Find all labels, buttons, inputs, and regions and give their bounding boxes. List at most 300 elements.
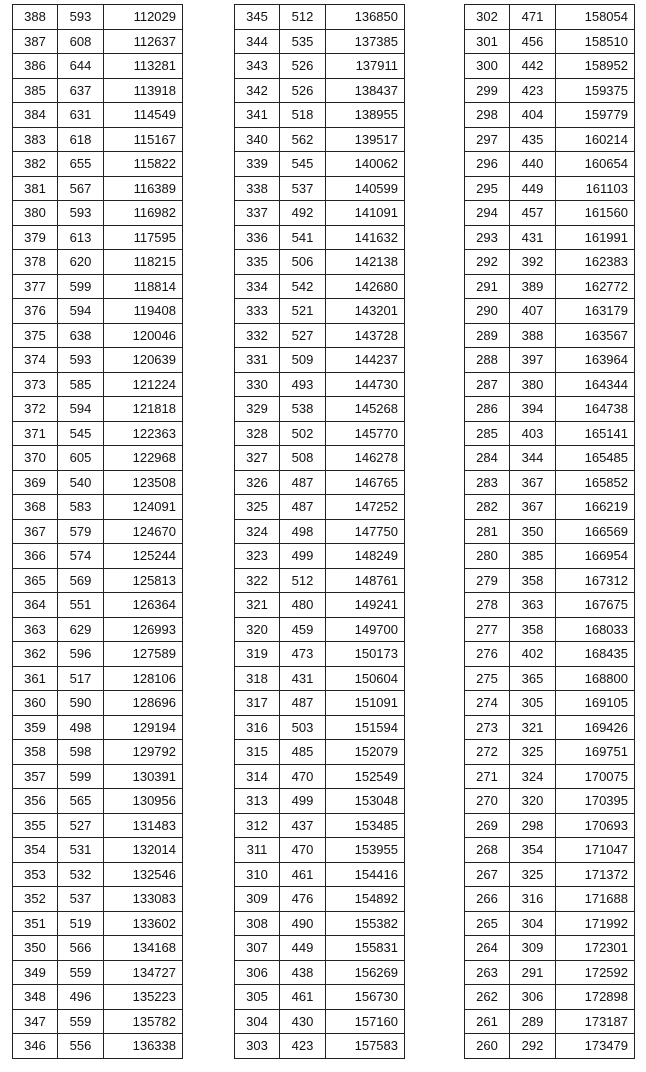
- table-row: [235, 1009, 405, 1034]
- score-cell: 315: [235, 740, 280, 765]
- cumulative-cell: 115167: [104, 127, 183, 152]
- table-row: [465, 519, 635, 544]
- table-row: [235, 715, 405, 740]
- table-row: [235, 323, 405, 348]
- count-cell: 608: [58, 29, 104, 54]
- score-cell: 283: [465, 470, 510, 495]
- table-row: [465, 54, 635, 79]
- score-cell: 327: [235, 446, 280, 471]
- table-row: [465, 568, 635, 593]
- score-cell: 362: [13, 642, 58, 667]
- table-row: [465, 617, 635, 642]
- score-cell: 365: [13, 568, 58, 593]
- count-cell: 358: [510, 568, 556, 593]
- score-cell: 284: [465, 446, 510, 471]
- count-cell: 430: [280, 1009, 326, 1034]
- count-cell: 535: [280, 29, 326, 54]
- score-cell: 341: [235, 103, 280, 128]
- count-cell: 459: [280, 617, 326, 642]
- count-cell: 367: [510, 495, 556, 520]
- cumulative-cell: 116982: [104, 201, 183, 226]
- count-cell: 583: [58, 495, 104, 520]
- table-row: [465, 691, 635, 716]
- table-row: [465, 446, 635, 471]
- table-row: [13, 960, 183, 985]
- cumulative-cell: 167312: [556, 568, 635, 593]
- cumulative-cell: 146765: [326, 470, 405, 495]
- count-cell: 485: [280, 740, 326, 765]
- table-row: [235, 911, 405, 936]
- score-cell: 332: [235, 323, 280, 348]
- count-cell: 321: [510, 715, 556, 740]
- score-cell: 321: [235, 593, 280, 618]
- score-cell: 280: [465, 544, 510, 569]
- count-cell: 435: [510, 127, 556, 152]
- cumulative-cell: 166569: [556, 519, 635, 544]
- table-row: [13, 1009, 183, 1034]
- cumulative-cell: 168435: [556, 642, 635, 667]
- count-cell: 397: [510, 348, 556, 373]
- cumulative-cell: 141091: [326, 201, 405, 226]
- count-cell: 438: [280, 960, 326, 985]
- count-cell: 545: [280, 152, 326, 177]
- cumulative-cell: 171372: [556, 862, 635, 887]
- table-row: [13, 789, 183, 814]
- score-cell: 350: [13, 936, 58, 961]
- score-cell: 385: [13, 78, 58, 103]
- score-cell: 384: [13, 103, 58, 128]
- count-cell: 394: [510, 397, 556, 422]
- table-row: [13, 446, 183, 471]
- table-row: [465, 250, 635, 275]
- cumulative-cell: 129194: [104, 715, 183, 740]
- score-cell: 372: [13, 397, 58, 422]
- score-cell: 364: [13, 593, 58, 618]
- cumulative-cell: 156269: [326, 960, 405, 985]
- count-cell: 440: [510, 152, 556, 177]
- table-row: [465, 838, 635, 863]
- score-cell: 382: [13, 152, 58, 177]
- table-row: [465, 5, 635, 30]
- score-cell: 281: [465, 519, 510, 544]
- cumulative-cell: 122363: [104, 421, 183, 446]
- table-row: [235, 936, 405, 961]
- cumulative-cell: 130956: [104, 789, 183, 814]
- table-row: [235, 5, 405, 30]
- table-row: [13, 568, 183, 593]
- score-cell: 302: [465, 5, 510, 30]
- table-row: [13, 152, 183, 177]
- table-row: [465, 789, 635, 814]
- table-row: [235, 813, 405, 838]
- score-cell: 333: [235, 299, 280, 324]
- score-cell: 290: [465, 299, 510, 324]
- count-cell: 593: [58, 348, 104, 373]
- cumulative-cell: 163567: [556, 323, 635, 348]
- score-cell: 318: [235, 666, 280, 691]
- score-cell: 334: [235, 274, 280, 299]
- cumulative-cell: 163179: [556, 299, 635, 324]
- cumulative-cell: 134168: [104, 936, 183, 961]
- table-row: [13, 544, 183, 569]
- table-row: [465, 397, 635, 422]
- cumulative-cell: 157160: [326, 1009, 405, 1034]
- cumulative-cell: 144237: [326, 348, 405, 373]
- count-cell: 473: [280, 642, 326, 667]
- count-cell: 480: [280, 593, 326, 618]
- score-cell: 260: [465, 1034, 510, 1059]
- cumulative-cell: 135223: [104, 985, 183, 1010]
- cumulative-cell: 125813: [104, 568, 183, 593]
- score-cell: 377: [13, 274, 58, 299]
- score-cell: 370: [13, 446, 58, 471]
- score-cell: 312: [235, 813, 280, 838]
- count-cell: 389: [510, 274, 556, 299]
- cumulative-cell: 161103: [556, 176, 635, 201]
- cumulative-cell: 152079: [326, 740, 405, 765]
- count-cell: 324: [510, 764, 556, 789]
- cumulative-cell: 168800: [556, 666, 635, 691]
- cumulative-cell: 131483: [104, 813, 183, 838]
- table-row: [13, 813, 183, 838]
- cumulative-cell: 140062: [326, 152, 405, 177]
- table-row: [235, 544, 405, 569]
- table-row: [465, 1034, 635, 1059]
- table-row: [13, 617, 183, 642]
- cumulative-cell: 129792: [104, 740, 183, 765]
- table-row: [465, 29, 635, 54]
- count-cell: 457: [510, 201, 556, 226]
- count-cell: 402: [510, 642, 556, 667]
- table-row: [13, 299, 183, 324]
- score-table-column-2: [234, 4, 405, 1059]
- score-cell: 343: [235, 54, 280, 79]
- score-cell: 297: [465, 127, 510, 152]
- score-cell: 299: [465, 78, 510, 103]
- count-cell: 470: [280, 764, 326, 789]
- score-cell: 263: [465, 960, 510, 985]
- score-cell: 380: [13, 201, 58, 226]
- cumulative-cell: 126993: [104, 617, 183, 642]
- table-row: [465, 666, 635, 691]
- table-row: [235, 838, 405, 863]
- count-cell: 423: [510, 78, 556, 103]
- cumulative-cell: 138955: [326, 103, 405, 128]
- table-row: [465, 936, 635, 961]
- count-cell: 638: [58, 323, 104, 348]
- count-cell: 512: [280, 568, 326, 593]
- table-row: [235, 29, 405, 54]
- score-cell: 369: [13, 470, 58, 495]
- cumulative-cell: 167675: [556, 593, 635, 618]
- count-cell: 298: [510, 813, 556, 838]
- table-row: [235, 568, 405, 593]
- table-row: [13, 838, 183, 863]
- score-cell: 348: [13, 985, 58, 1010]
- score-cell: 317: [235, 691, 280, 716]
- score-cell: 368: [13, 495, 58, 520]
- score-cell: 345: [235, 5, 280, 30]
- cumulative-cell: 139517: [326, 127, 405, 152]
- table-row: [13, 593, 183, 618]
- cumulative-cell: 153048: [326, 789, 405, 814]
- table-row: [13, 54, 183, 79]
- score-cell: 277: [465, 617, 510, 642]
- score-cell: 319: [235, 642, 280, 667]
- cumulative-cell: 152549: [326, 764, 405, 789]
- count-cell: 532: [58, 862, 104, 887]
- score-cell: 278: [465, 593, 510, 618]
- cumulative-cell: 149700: [326, 617, 405, 642]
- table-row: [235, 446, 405, 471]
- score-cell: 311: [235, 838, 280, 863]
- count-cell: 492: [280, 201, 326, 226]
- count-cell: 542: [280, 274, 326, 299]
- cumulative-cell: 172301: [556, 936, 635, 961]
- score-cell: 295: [465, 176, 510, 201]
- cumulative-cell: 130391: [104, 764, 183, 789]
- count-cell: 562: [280, 127, 326, 152]
- score-cell: 301: [465, 29, 510, 54]
- cumulative-cell: 169426: [556, 715, 635, 740]
- count-cell: 559: [58, 960, 104, 985]
- score-cell: 347: [13, 1009, 58, 1034]
- score-cell: 310: [235, 862, 280, 887]
- cumulative-cell: 141632: [326, 225, 405, 250]
- table-row: [13, 911, 183, 936]
- cumulative-cell: 148761: [326, 568, 405, 593]
- cumulative-cell: 173187: [556, 1009, 635, 1034]
- table-row: [465, 78, 635, 103]
- count-cell: 541: [280, 225, 326, 250]
- score-table-column-3: [464, 4, 635, 1059]
- count-cell: 594: [58, 299, 104, 324]
- count-cell: 551: [58, 593, 104, 618]
- score-cell: 373: [13, 372, 58, 397]
- cumulative-cell: 147252: [326, 495, 405, 520]
- cumulative-cell: 172898: [556, 985, 635, 1010]
- cumulative-cell: 115822: [104, 152, 183, 177]
- cumulative-cell: 112637: [104, 29, 183, 54]
- count-cell: 385: [510, 544, 556, 569]
- table-row: [235, 78, 405, 103]
- cumulative-cell: 136850: [326, 5, 405, 30]
- cumulative-cell: 166954: [556, 544, 635, 569]
- score-cell: 308: [235, 911, 280, 936]
- table-body: [465, 5, 635, 1059]
- cumulative-cell: 156730: [326, 985, 405, 1010]
- score-cell: 286: [465, 397, 510, 422]
- count-cell: 521: [280, 299, 326, 324]
- cumulative-cell: 153955: [326, 838, 405, 863]
- score-cell: 360: [13, 691, 58, 716]
- table-row: [13, 985, 183, 1010]
- score-cell: 340: [235, 127, 280, 152]
- count-cell: 476: [280, 887, 326, 912]
- count-cell: 304: [510, 911, 556, 936]
- table-row: [13, 323, 183, 348]
- cumulative-cell: 147750: [326, 519, 405, 544]
- cumulative-cell: 143728: [326, 323, 405, 348]
- count-cell: 629: [58, 617, 104, 642]
- cumulative-cell: 158952: [556, 54, 635, 79]
- score-cell: 330: [235, 372, 280, 397]
- table-row: [235, 1034, 405, 1059]
- count-cell: 289: [510, 1009, 556, 1034]
- count-cell: 655: [58, 152, 104, 177]
- score-cell: 304: [235, 1009, 280, 1034]
- count-cell: 540: [58, 470, 104, 495]
- count-cell: 291: [510, 960, 556, 985]
- count-cell: 508: [280, 446, 326, 471]
- count-cell: 388: [510, 323, 556, 348]
- table-row: [465, 225, 635, 250]
- table-row: [465, 323, 635, 348]
- score-cell: 293: [465, 225, 510, 250]
- count-cell: 431: [280, 666, 326, 691]
- score-cell: 381: [13, 176, 58, 201]
- score-cell: 287: [465, 372, 510, 397]
- table-row: [235, 54, 405, 79]
- table-row: [13, 691, 183, 716]
- score-cell: 383: [13, 127, 58, 152]
- score-cell: 265: [465, 911, 510, 936]
- table-row: [465, 740, 635, 765]
- count-cell: 527: [280, 323, 326, 348]
- count-cell: 503: [280, 715, 326, 740]
- table-body: [235, 5, 405, 1059]
- cumulative-cell: 151594: [326, 715, 405, 740]
- count-cell: 358: [510, 617, 556, 642]
- table-row: [13, 764, 183, 789]
- table-row: [235, 691, 405, 716]
- cumulative-cell: 157583: [326, 1034, 405, 1059]
- count-cell: 644: [58, 54, 104, 79]
- count-cell: 537: [280, 176, 326, 201]
- score-cell: 378: [13, 250, 58, 275]
- cumulative-cell: 169105: [556, 691, 635, 716]
- score-cell: 325: [235, 495, 280, 520]
- table-row: [235, 152, 405, 177]
- score-cell: 355: [13, 813, 58, 838]
- score-cell: 285: [465, 421, 510, 446]
- count-cell: 598: [58, 740, 104, 765]
- cumulative-cell: 146278: [326, 446, 405, 471]
- count-cell: 367: [510, 470, 556, 495]
- count-cell: 594: [58, 397, 104, 422]
- table-row: [235, 642, 405, 667]
- cumulative-cell: 162772: [556, 274, 635, 299]
- table-row: [235, 519, 405, 544]
- count-cell: 531: [58, 838, 104, 863]
- table-row: [235, 397, 405, 422]
- score-cell: 264: [465, 936, 510, 961]
- table-row: [13, 470, 183, 495]
- score-cell: 354: [13, 838, 58, 863]
- cumulative-cell: 138437: [326, 78, 405, 103]
- count-cell: 599: [58, 764, 104, 789]
- cumulative-cell: 170075: [556, 764, 635, 789]
- score-cell: 266: [465, 887, 510, 912]
- score-cell: 314: [235, 764, 280, 789]
- table-row: [235, 372, 405, 397]
- cumulative-cell: 173479: [556, 1034, 635, 1059]
- count-cell: 618: [58, 127, 104, 152]
- cumulative-cell: 128696: [104, 691, 183, 716]
- table-row: [13, 5, 183, 30]
- cumulative-cell: 154416: [326, 862, 405, 887]
- count-cell: 574: [58, 544, 104, 569]
- table-row: [13, 936, 183, 961]
- count-cell: 590: [58, 691, 104, 716]
- score-cell: 261: [465, 1009, 510, 1034]
- table-row: [13, 421, 183, 446]
- score-cell: 342: [235, 78, 280, 103]
- count-cell: 579: [58, 519, 104, 544]
- count-cell: 593: [58, 5, 104, 30]
- count-cell: 569: [58, 568, 104, 593]
- table-row: [465, 274, 635, 299]
- score-cell: 271: [465, 764, 510, 789]
- table-row: [13, 250, 183, 275]
- count-cell: 512: [280, 5, 326, 30]
- count-cell: 567: [58, 176, 104, 201]
- table-row: [235, 740, 405, 765]
- cumulative-cell: 132546: [104, 862, 183, 887]
- table-row: [13, 887, 183, 912]
- cumulative-cell: 140599: [326, 176, 405, 201]
- table-row: [13, 519, 183, 544]
- cumulative-cell: 120046: [104, 323, 183, 348]
- cumulative-cell: 142680: [326, 274, 405, 299]
- cumulative-cell: 165852: [556, 470, 635, 495]
- table-row: [13, 666, 183, 691]
- score-cell: 328: [235, 421, 280, 446]
- cumulative-cell: 159779: [556, 103, 635, 128]
- score-cell: 305: [235, 985, 280, 1010]
- cumulative-cell: 165141: [556, 421, 635, 446]
- score-table-column-1: [12, 4, 183, 1059]
- count-cell: 545: [58, 421, 104, 446]
- table-row: [235, 666, 405, 691]
- cumulative-cell: 166219: [556, 495, 635, 520]
- table-row: [235, 593, 405, 618]
- count-cell: 471: [510, 5, 556, 30]
- cumulative-cell: 121224: [104, 372, 183, 397]
- table-row: [13, 495, 183, 520]
- table-row: [13, 127, 183, 152]
- cumulative-cell: 132014: [104, 838, 183, 863]
- table-row: [235, 421, 405, 446]
- table-row: [13, 372, 183, 397]
- score-cell: 358: [13, 740, 58, 765]
- count-cell: 490: [280, 911, 326, 936]
- table-row: [13, 176, 183, 201]
- cumulative-cell: 161560: [556, 201, 635, 226]
- score-cell: 320: [235, 617, 280, 642]
- cumulative-cell: 120639: [104, 348, 183, 373]
- cumulative-cell: 158510: [556, 29, 635, 54]
- count-cell: 498: [58, 715, 104, 740]
- score-cell: 326: [235, 470, 280, 495]
- count-cell: 449: [510, 176, 556, 201]
- score-cell: 366: [13, 544, 58, 569]
- cumulative-cell: 172592: [556, 960, 635, 985]
- table-row: [465, 152, 635, 177]
- score-cell: 291: [465, 274, 510, 299]
- count-cell: 493: [280, 372, 326, 397]
- score-cell: 352: [13, 887, 58, 912]
